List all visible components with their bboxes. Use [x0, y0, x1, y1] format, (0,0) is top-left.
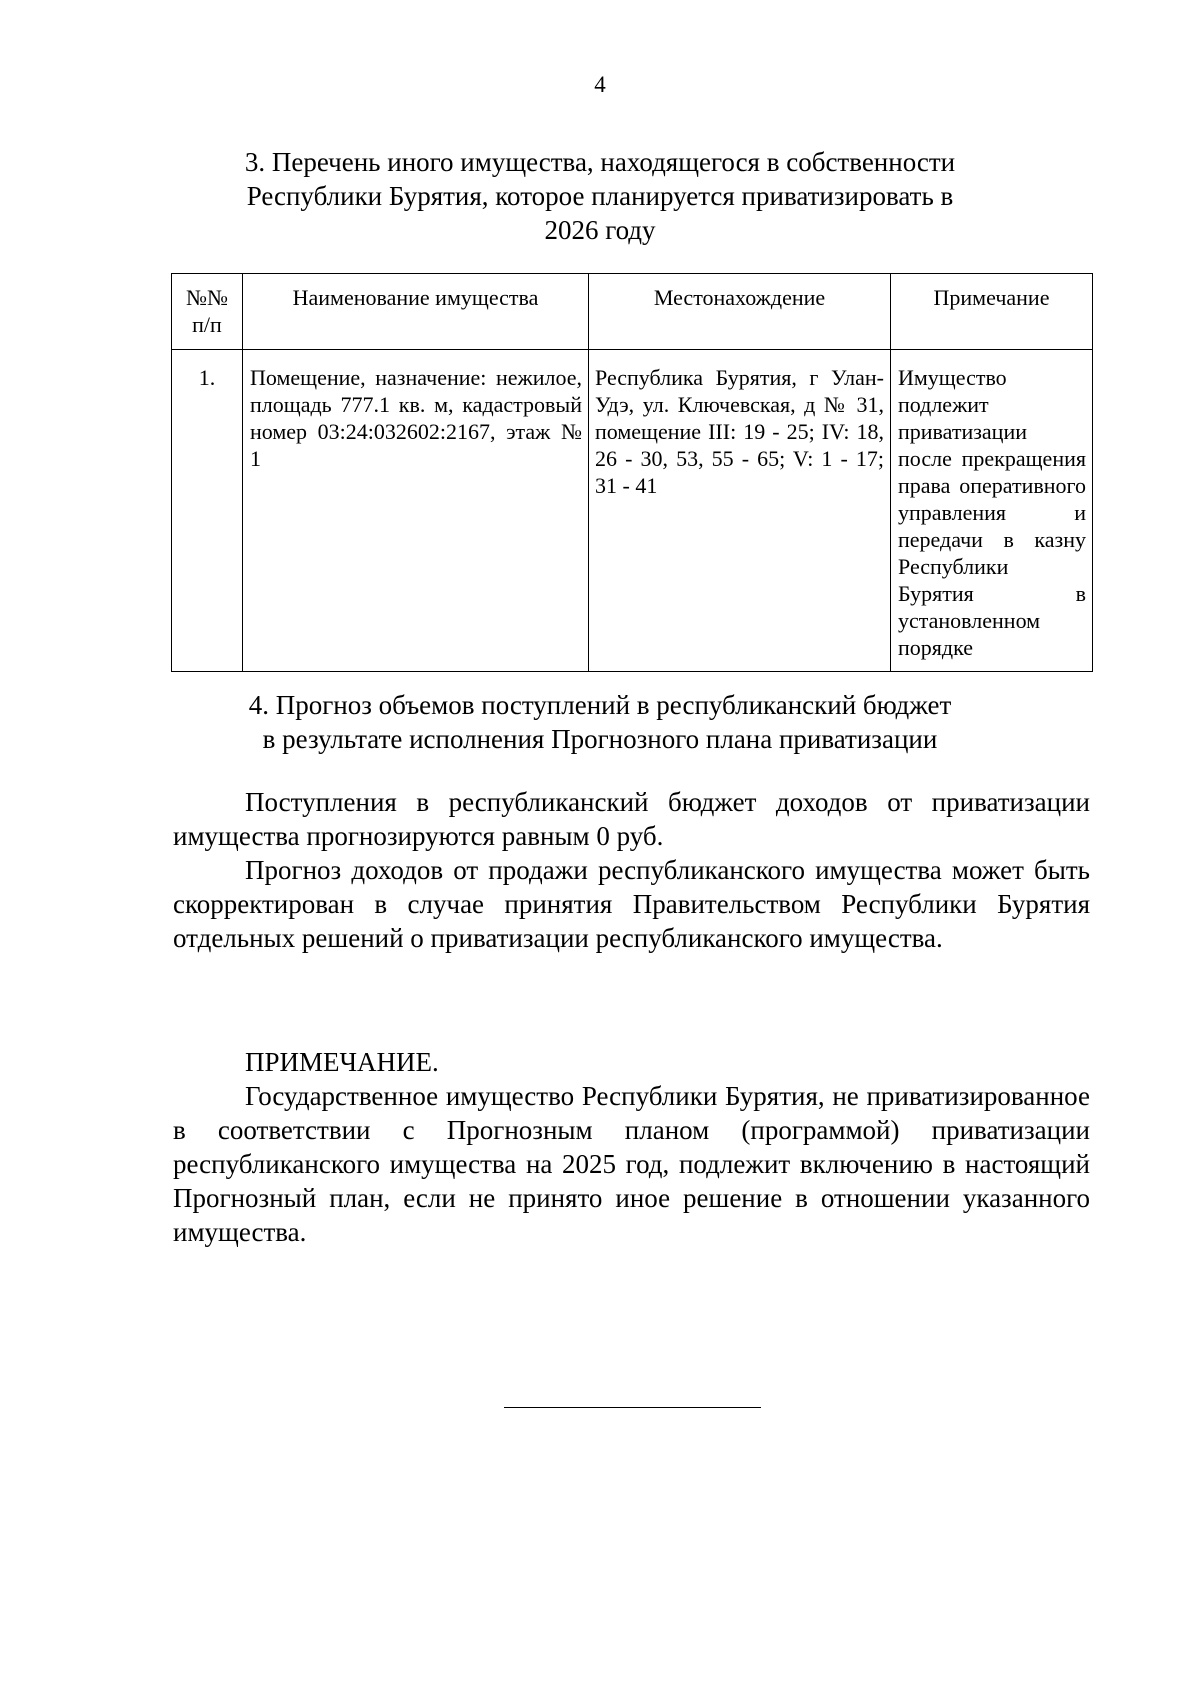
section4-heading-line-2: в результате исполнения Прогнозного плана приватизации — [262, 724, 938, 754]
column-header-number — [172, 274, 243, 350]
column-header-number-line-1: №№ — [186, 285, 228, 310]
row-note-cell: Имущество подлежит приватизации после прекращения права оперативного управления и передачи в казну Республики Бурятия в установленном порядке — [891, 350, 1093, 672]
column-header-name: Наименование имущества — [243, 274, 589, 350]
section3-heading-line-3: 2026 году — [544, 215, 656, 245]
column-header-note: Примечание — [891, 274, 1093, 350]
row-name-cell: Помещение, назначение: нежилое, площадь 777.1 кв. м, кадастровый номер 03:24:032602:2167, этаж № 1 — [243, 350, 589, 672]
row-location-cell: Республика Бурятия, г Улан-Удэ, ул. Ключевская, д № 31, помещение III: 19 - 25; IV: 18, 26 - 30, 53, 55 - 65; V: 1 - 17; 31 - 41 — [589, 350, 891, 672]
section3-heading — [0, 145, 1200, 247]
section4-heading — [0, 688, 1200, 756]
property-table — [171, 273, 1093, 672]
income-paragraph-1: Поступления в республиканский бюджет доходов от приватизации имущества прогнозируются равным 0 руб. — [173, 787, 1090, 851]
section4-heading-line-1: 4. Прогноз объемов поступлений в республиканский бюджет — [248, 690, 952, 720]
income-forecast-text — [173, 785, 1090, 955]
note-paragraph: Государственное имущество Республики Бурятия, не приватизированное в соответствии с Прогнозным планом (программой) приватизации республиканского имущества на 2025 год, подлежит включению в настоящий Прогнозный план, если не принято иное решение в отношении указанного имущества. — [173, 1081, 1090, 1247]
page-number: 4 — [594, 72, 606, 97]
column-header-location: Местонахождение — [589, 274, 891, 350]
table-header-row — [172, 274, 1093, 350]
document-end-rule — [504, 1407, 761, 1408]
section3-heading-line-2: Республики Бурятия, которое планируется приватизировать в — [246, 181, 954, 211]
section3-heading-line-1: 3. Перечень иного имущества, находящегося в собственности — [244, 147, 956, 177]
income-paragraph-2: Прогноз доходов от продажи республиканского имущества может быть скорректирован в случае принятия Правительством Республики Бурятия отдельных решений о приватизации республиканского имущества. — [173, 855, 1090, 953]
column-header-number-line-2: п/п — [192, 312, 222, 337]
note-title: ПРИМЕЧАНИЕ. — [245, 1047, 439, 1077]
table-row — [172, 350, 1093, 672]
row-number-cell: 1. — [172, 350, 243, 672]
note-block — [173, 1045, 1090, 1249]
